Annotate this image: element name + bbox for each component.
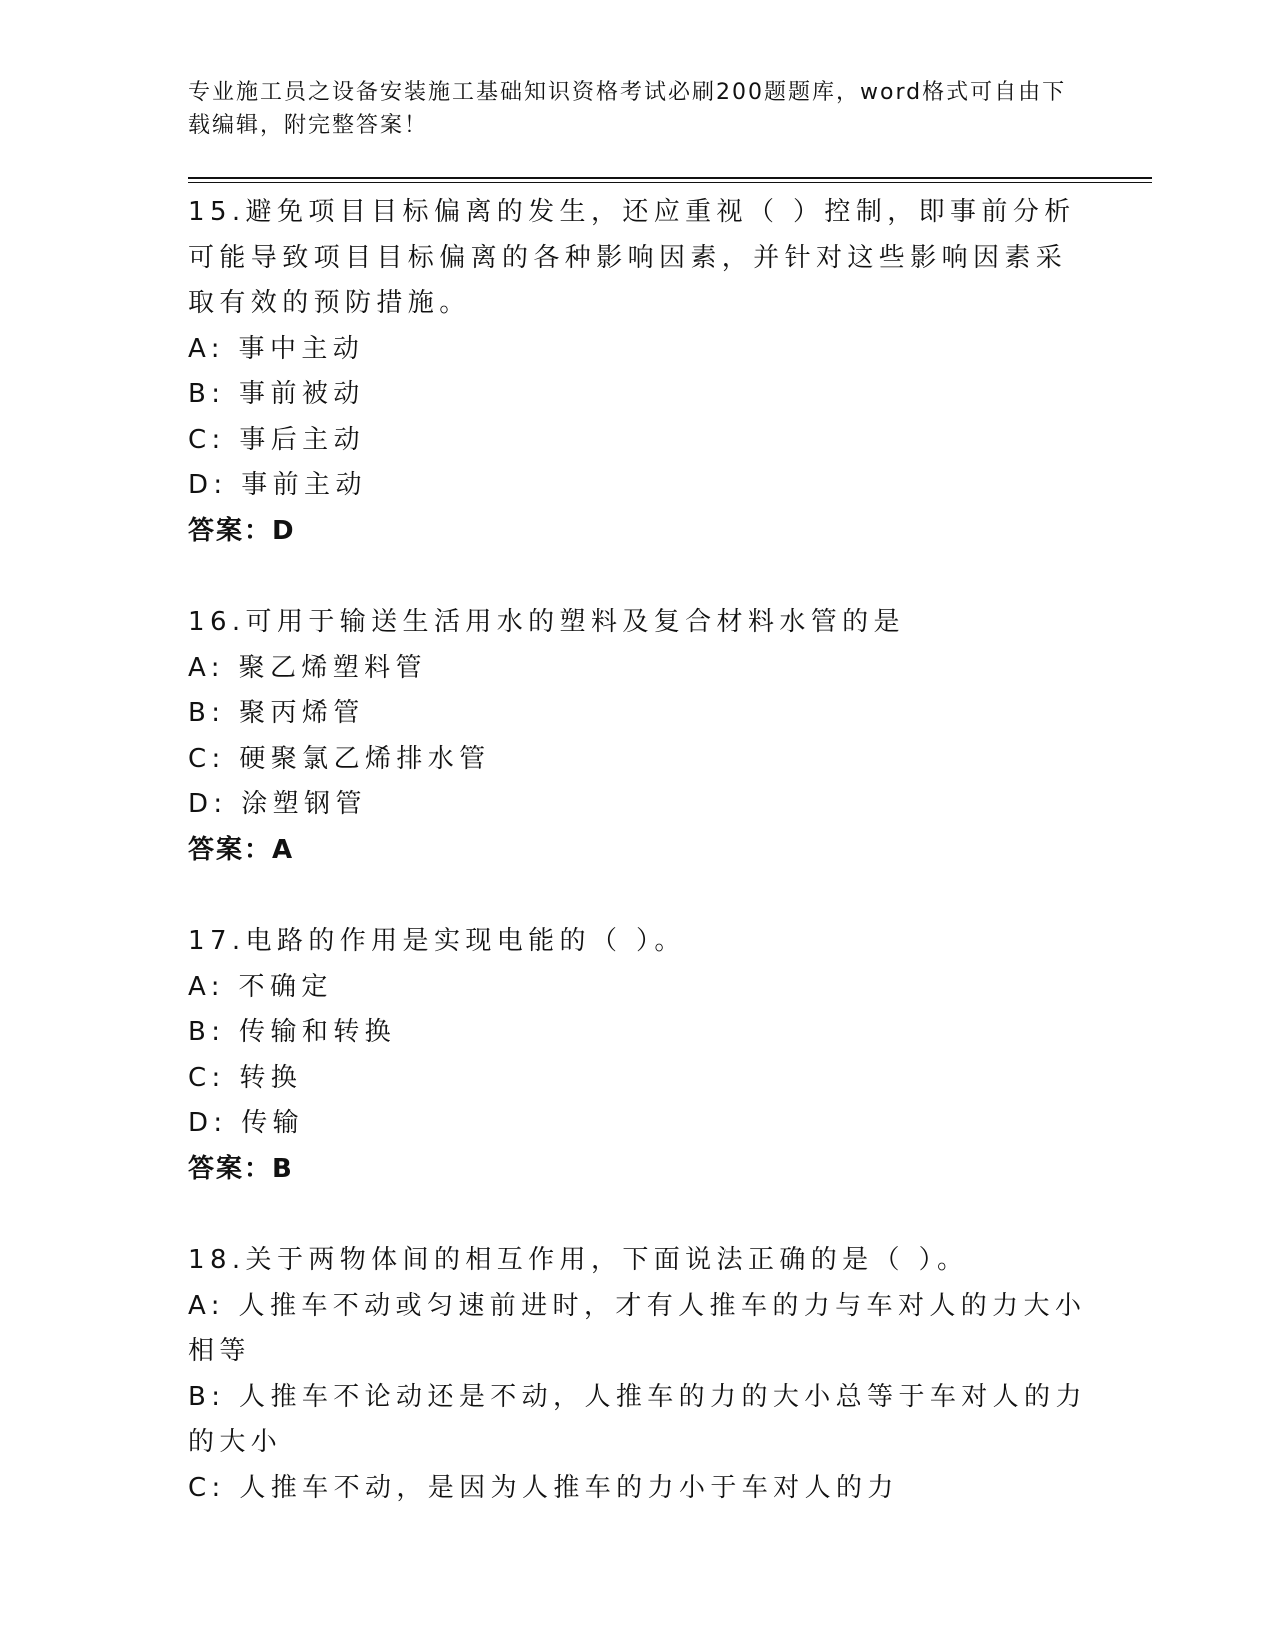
option-b: B: 聚丙烯管 — [188, 698, 365, 728]
option-a: A: 人推车不动或匀速前进时，才有人推车的力与车对人的力大小相等 — [188, 1290, 1087, 1366]
option-a: A: 聚乙烯塑料管 — [188, 652, 427, 683]
question-18 — [188, 1238, 1088, 1511]
option-a: A: 事中主动 — [188, 333, 365, 364]
option-c: C: 硬聚氯乙烯排水管 — [188, 743, 491, 774]
question-stem: 17.电路的作用是实现电能的（ ）。 — [188, 926, 686, 956]
option-d: D: 涂塑钢管 — [188, 789, 367, 819]
option-c: C: 转换 — [188, 1062, 303, 1093]
option-c: C: 人推车不动，是因为人推车的力小于车对人的力 — [188, 1472, 899, 1503]
question-list — [188, 190, 1088, 1557]
option-a: A: 不确定 — [188, 971, 333, 1002]
question-stem: 15.避免项目目标偏离的发生，还应重视（ ）控制，即事前分析可能导致项目目标偏离的各种影响因素，并针对这些影响因素采取有效的预防措施。 — [188, 197, 1076, 318]
answer: 答案：B — [188, 1153, 294, 1184]
option-d: D: 传输 — [188, 1108, 305, 1138]
option-b: B: 传输和转换 — [188, 1017, 397, 1047]
option-b: B: 人推车不论动还是不动，人推车的力的大小总等于车对人的力的大小 — [188, 1381, 1087, 1457]
question-stem: 16.可用于输送生活用水的塑料及复合材料水管的是 — [188, 607, 905, 637]
question-15 — [188, 190, 1088, 554]
question-stem: 18.关于两物体间的相互作用，下面说法正确的是（ ）。 — [188, 1245, 969, 1275]
question-17 — [188, 919, 1088, 1192]
option-c: C: 事后主动 — [188, 424, 365, 455]
option-d: D: 事前主动 — [188, 470, 367, 500]
question-16 — [188, 600, 1088, 873]
answer: 答案：D — [188, 515, 296, 546]
option-b: B: 事前被动 — [188, 379, 365, 409]
document-header: 专业施工员之设备安装施工基础知识资格考试必刷200题题库，word格式可自由下载编辑，附完整答案！ — [188, 80, 1067, 138]
header-divider-thin — [188, 182, 1152, 183]
answer: 答案：A — [188, 834, 295, 865]
header-divider-thick — [188, 177, 1152, 179]
